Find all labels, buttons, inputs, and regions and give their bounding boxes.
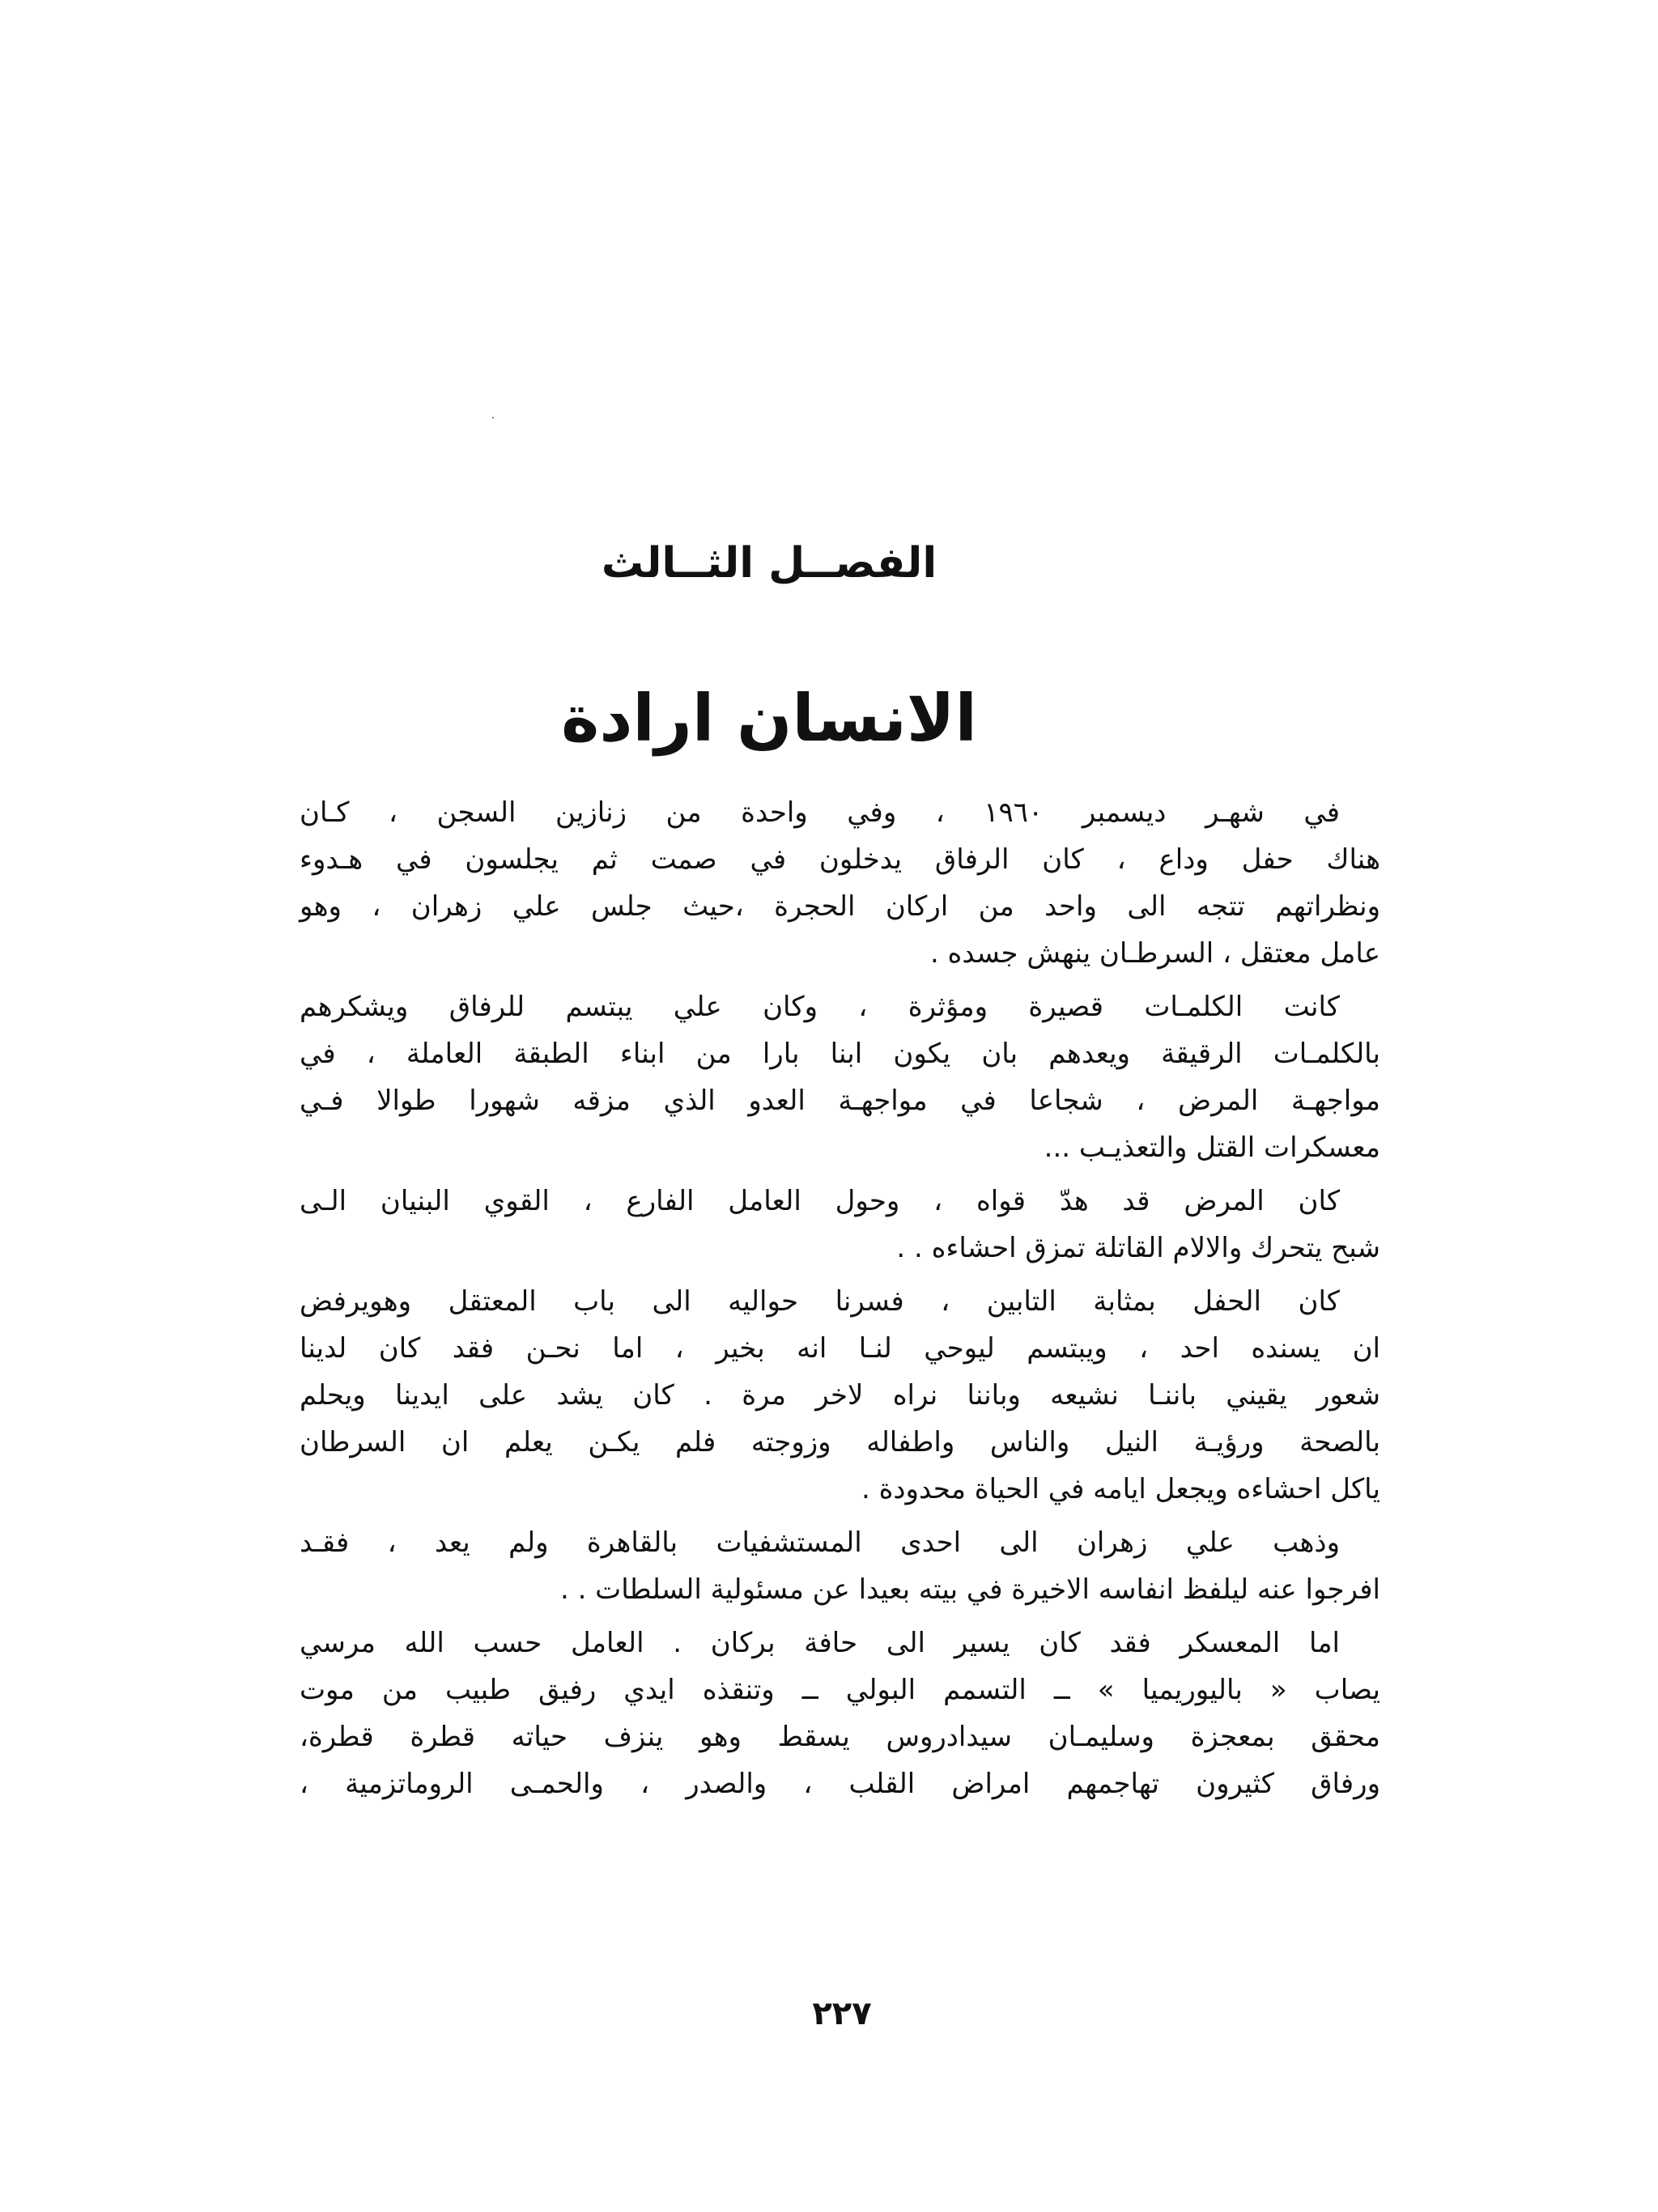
paragraph-line: بالكلمـات الرقيقة ويعدهم بان يكون ابنا بارا من ابناء الطبقة العاملة ، في [300,1038,1380,1070]
paragraph-line: اما المعسكر فقد كان يسير الى حافة بركان . العامل حسب الله مرسي [300,1627,1340,1659]
paragraph-line: ان يسنده احد ، ويبتسم ليوحي لنـا انه بخير ، اما نحـن فقد كان لدينا [300,1332,1380,1365]
body-text [300,789,1380,1814]
paragraph-line: محقق بمعجزة وسليمـان سيدادروس يسقط وهو ينزف حياته قطرة قطرة، [300,1721,1380,1753]
paragraph-line: بالصحة ورؤيـة النيل والناس واطفاله وزوجته فلم يكـن يعلم ان السرطان [300,1426,1380,1458]
paragraph-line: كان المرض قد هدّ قواه ، وحول العامل الفارع ، القوي البنيان الـى [300,1185,1340,1217]
paragraph-line: يصاب « باليوريميا » ــ التسمم البولي ــ وتنقذه ايدي رفيق طبيب من موت [300,1674,1380,1706]
paragraph-line: كان الحفل بمثابة التابين ، فسرنا حواليه الى باب المعتقل وهويرفض [300,1285,1340,1318]
paragraph-line: معسكرات القتل والتعذيـب ... [1044,1131,1380,1164]
paragraph-5 [300,1519,1380,1613]
paragraph-line: شعور يقيني باننـا نشيعه وباننا نراه لاخر مرة . كان يشد على ايدينا ويحلم [300,1379,1380,1412]
page-number: ٢٢٧ [812,1995,872,2032]
paragraph-line: كانت الكلمـات قصيرة ومؤثرة ، وكان علي يبتسم للرفاق ويشكرهم [300,991,1340,1023]
paragraph-line: ونظراتهم تتجه الى واحد من اركان الحجرة ،حيث جلس علي زهران ، وهو [300,890,1380,923]
paragraph-line: وذهب علي زهران الى احدى المستشفيات بالقاهرة ولم يعد ، فقـد [300,1526,1340,1559]
paragraph-line: شبح يتحرك والالام القاتلة تمزق احشاءه . . [896,1232,1380,1264]
chapter-label: الفصــل الثــالث [601,539,937,588]
paragraph-line: عامل معتقل ، السرطـان ينهش جسده . [929,937,1380,970]
paragraph-line: مواجهـة المرض ، شجاعا في مواجهـة العدو الذي مزقه شهورا طوالا فـي [300,1085,1380,1117]
paragraph-line: في شهـر ديسمبر ١٩٦٠ ، وفي واحدة من زنازين السجن ، كـان [300,796,1340,829]
chapter-title: الانسان ارادة [561,681,977,756]
paragraph-line: ورفاق كثيرون تهاجمهم امراض القلب ، والصدر ، والحمـى الروماتزمية ، [300,1768,1380,1800]
paragraph-line: افرجوا عنه ليلفظ انفاسه الاخيرة في بيته بعيدا عن مسئولية السلطات . . [559,1573,1380,1606]
paragraph-line: ياكل احشاءه ويجعل ايامه في الحياة محدودة . [861,1473,1380,1505]
paragraph-3 [300,1178,1380,1272]
paragraph-2 [300,983,1380,1171]
scan-speck [492,417,494,418]
paragraph-6 [300,1620,1380,1807]
paragraph-1 [300,789,1380,977]
paragraph-line: هناك حفل وداع ، كان الرفاق يدخلون في صمت ثم يجلسون في هـدوء [300,843,1380,876]
paragraph-4 [300,1278,1380,1513]
